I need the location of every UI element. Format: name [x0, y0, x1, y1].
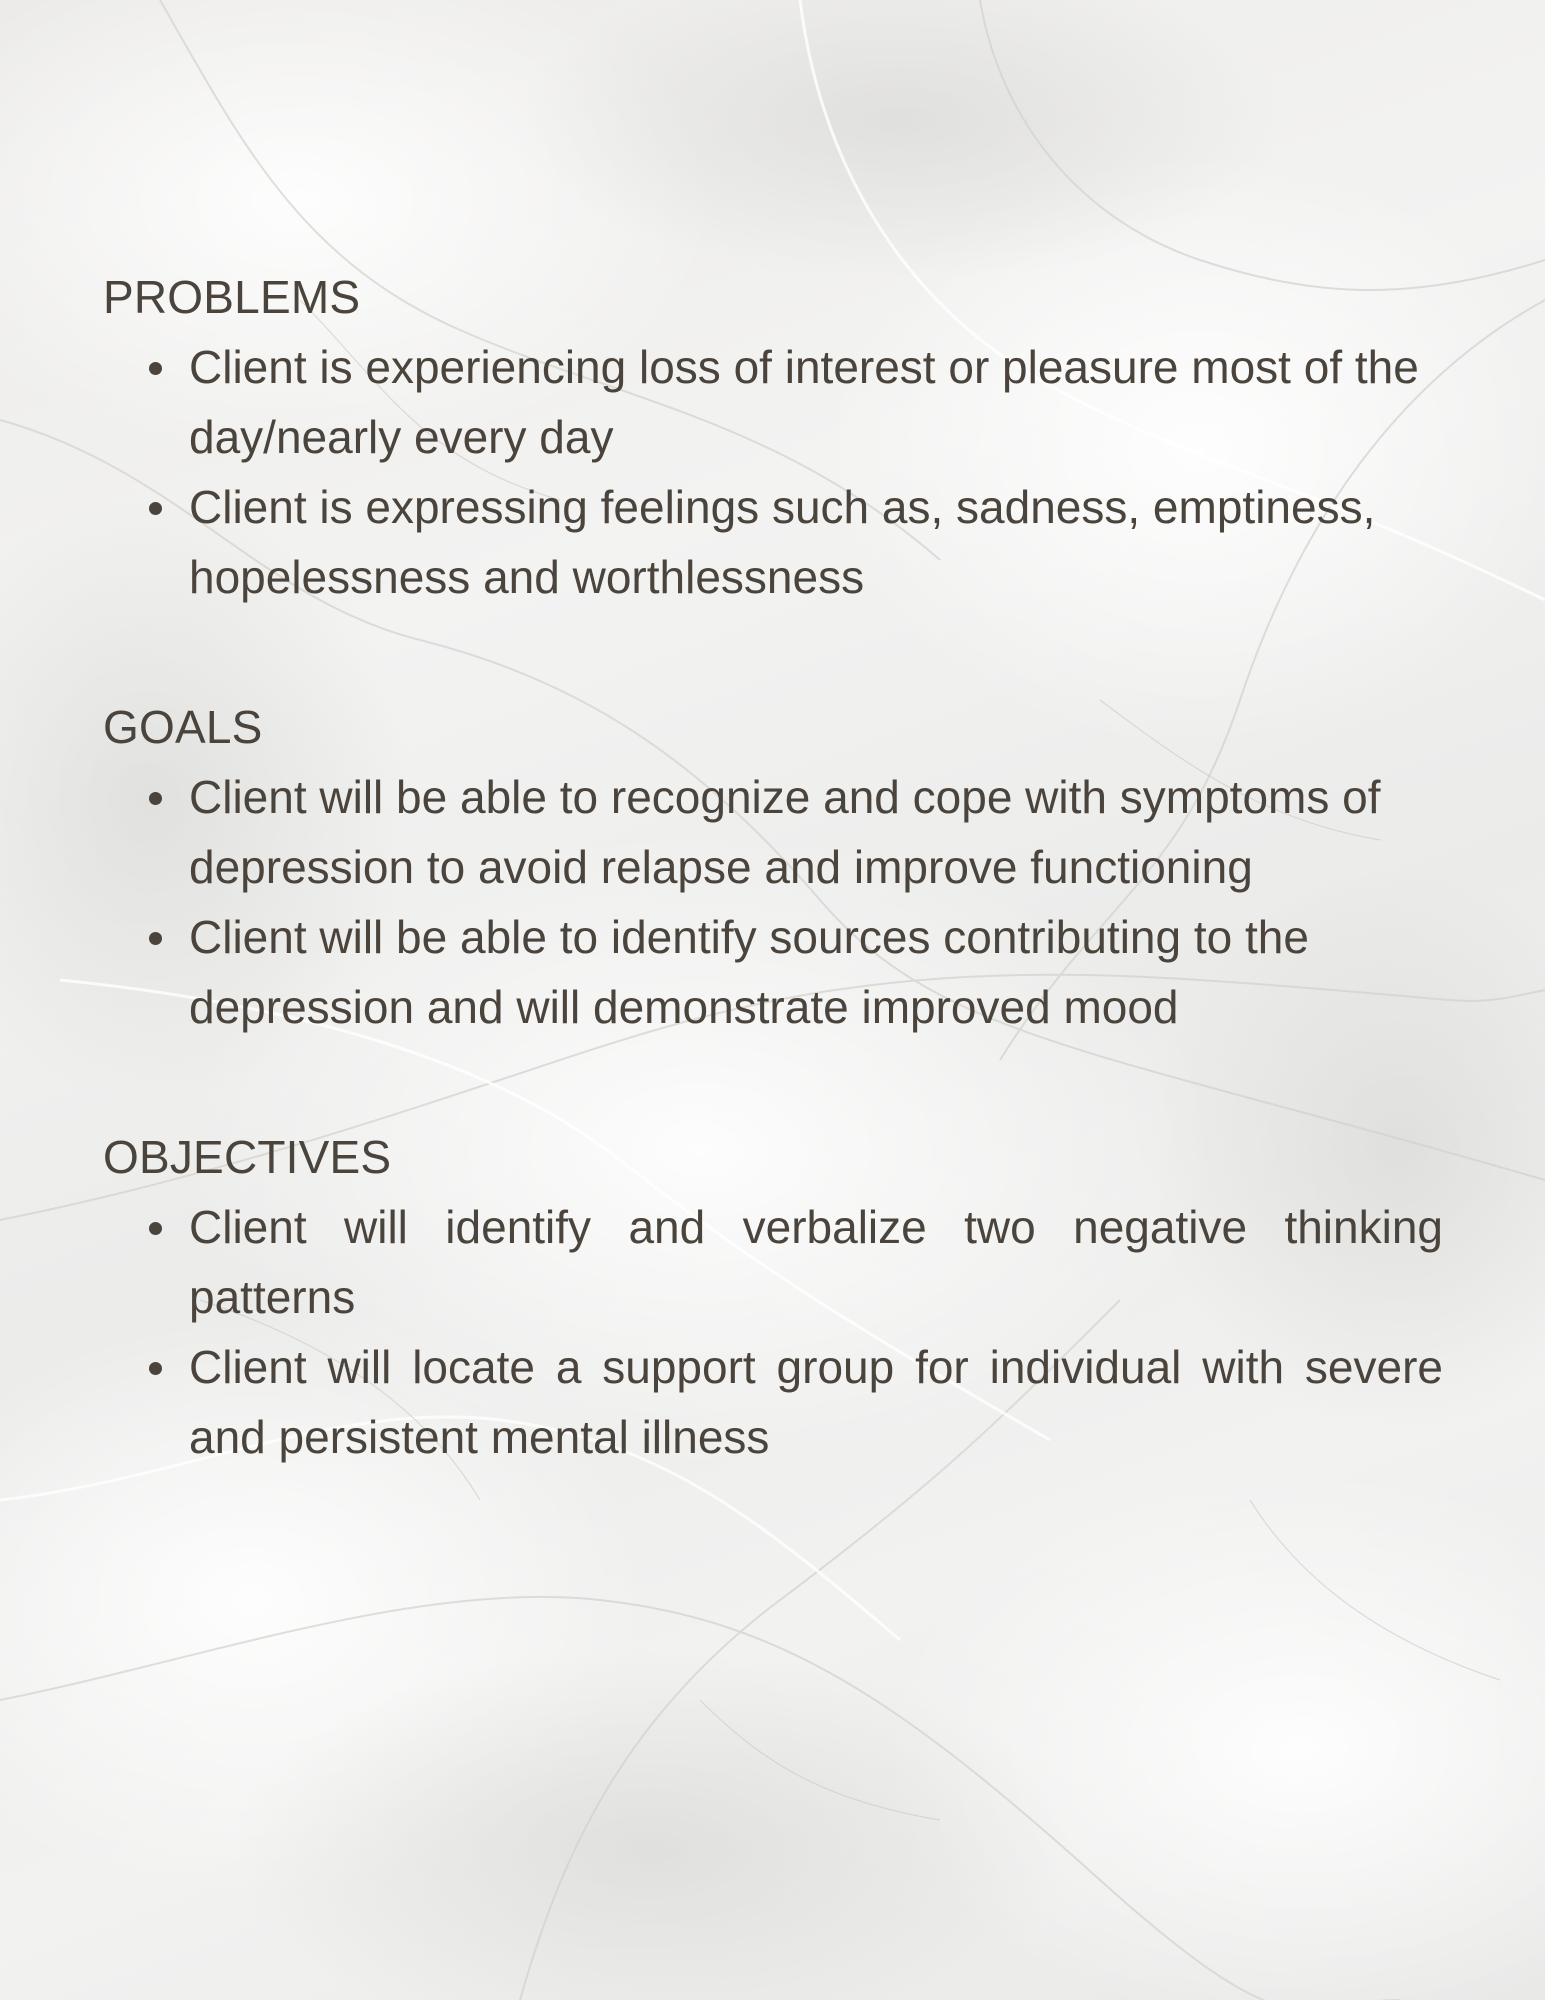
- bullet-icon: [149, 1222, 162, 1235]
- bullet-icon: [149, 502, 162, 515]
- list-item: [189, 1332, 1443, 1472]
- list-item: [189, 472, 1443, 612]
- bullet-icon: [149, 1362, 162, 1375]
- goals-section: [103, 692, 1443, 1042]
- bullet-icon: [149, 792, 162, 805]
- problems-heading: PROBLEMS: [103, 271, 361, 323]
- list-item: [189, 332, 1443, 472]
- list-item-text: Client is expressing feelings such as, sadness, emptiness, hopelessness and worthlessness: [189, 481, 1376, 603]
- list-item-text: Client will be able to identify sources contributing to the depression and will demonstrate improved mood: [189, 911, 1309, 1033]
- goals-heading: GOALS: [103, 701, 263, 753]
- list-item: [189, 762, 1443, 902]
- objectives-list: [103, 1192, 1443, 1472]
- bullet-icon: [149, 932, 162, 945]
- list-item-text: Client will be able to recognize and cope with symptoms of depression to avoid relapse and improve functioning: [189, 771, 1381, 893]
- list-item-text: Client will identify and verbalize two negative thinking patterns: [189, 1201, 1443, 1323]
- list-item: [189, 1192, 1443, 1332]
- document-content: [103, 262, 1443, 1552]
- list-item: [189, 902, 1443, 1042]
- problems-section: [103, 262, 1443, 612]
- problems-list: [103, 332, 1443, 612]
- objectives-section: [103, 1122, 1443, 1472]
- list-item-text: Client is experiencing loss of interest or pleasure most of the day/nearly every day: [189, 341, 1419, 463]
- bullet-icon: [149, 362, 162, 375]
- list-item-text: Client will locate a support group for individual with severe and persistent mental illness: [189, 1341, 1443, 1463]
- objectives-heading: OBJECTIVES: [103, 1131, 392, 1183]
- goals-list: [103, 762, 1443, 1042]
